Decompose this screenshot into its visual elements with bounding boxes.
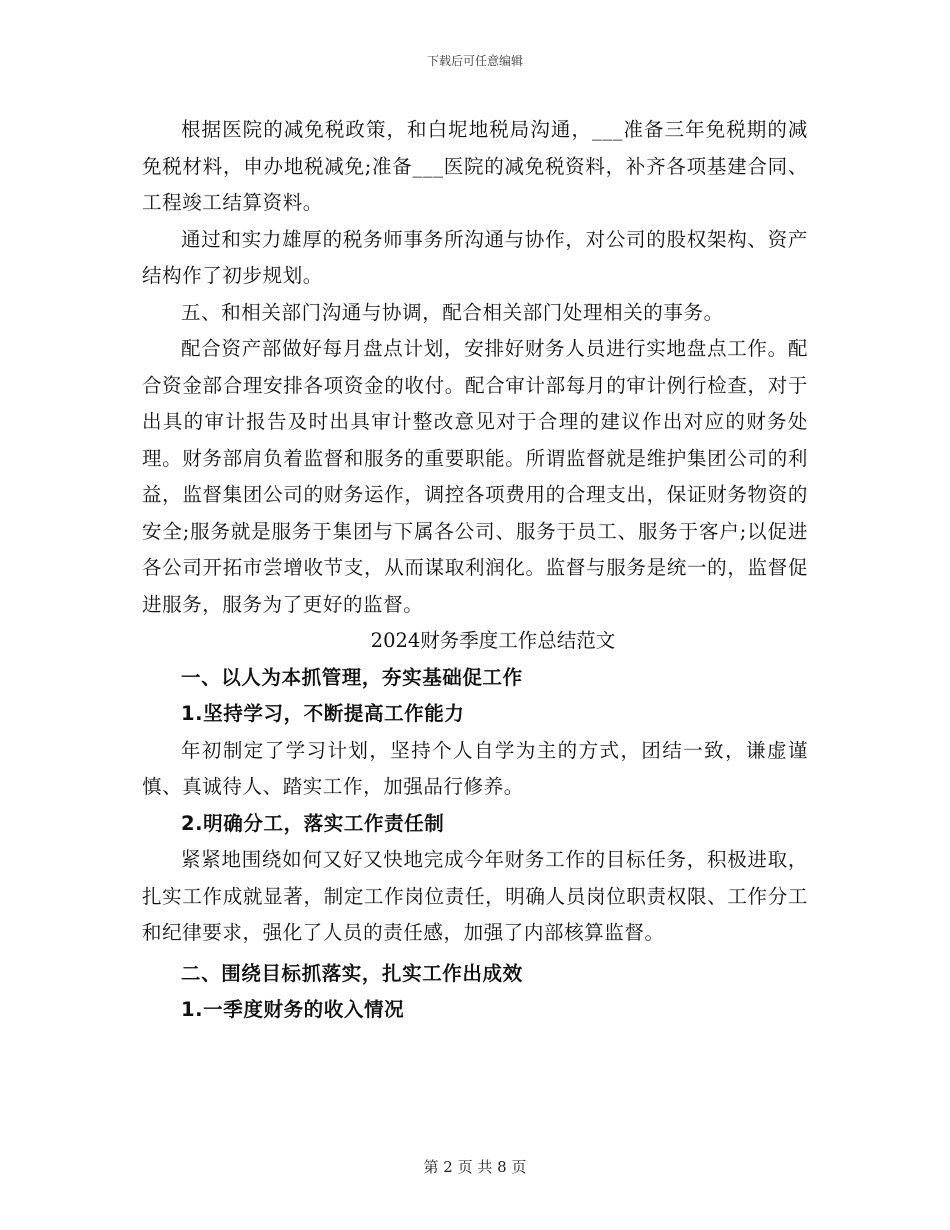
subsection-heading-responsibility: 2.明确分工，落实工作责任制 (181, 811, 445, 835)
document-title: 2024财务季度工作总结范文 (370, 629, 616, 652)
paragraph-responsibility: 紧紧地围绕如何又好又快地完成今年财务工作的目标任务，积极进取，扎实工作成就显著，制定工作岗位责任，明确人员岗位职责权限、工作分工和纪律要求，强化了人员的责任感，加强了内部核算监督。 (142, 848, 808, 944)
page-number: 第 2 页 共 8 页 (423, 1158, 527, 1176)
subsection-heading-study: 1.坚持学习，不断提高工作能力 (181, 702, 465, 725)
section-heading-two: 二、围绕目标抓落实，扎实工作出成效 (181, 961, 523, 985)
document-body (142, 112, 808, 1029)
section-heading-one: 一、以人为本抓管理，夯实基础促工作 (181, 665, 523, 689)
paragraph-tax-reduction: 根据医院的减免税政策，和白坭地税局沟通，___准备三年免税期的减免税材料，申办地税减免;准备___医院的减免税资料，补齐各项基建合同、工程竣工结算资料。 (142, 118, 808, 214)
paragraph-department-coordination: 配合资产部做好每月盘点计划，安排好财务人员进行实地盘点工作。配合资金部合理安排各项资金的收付。配合审计部每月的审计例行检查，对于出具的审计报告及时出具审计整改意见对于合理的建议作出对应的财务处理。财务部肩负着监督和服务的重要职能。所谓监督就是维护集团公司的利益，监督集团公司的财务运作，调控各项费用的合理支出，保证财务物资的安全;服务就是服务于集团与下属各公司、服务于员工、服务于客户;以促进各公司开拓市尝增收节支，从而谋取利润化。监督与服务是统一的，监督促进服务，服务为了更好的监督。 (142, 337, 808, 616)
paragraph-tax-firm: 通过和实力雄厚的税务师事务所沟通与协作，对公司的股权架构、资产结构作了初步规划。 (142, 227, 808, 287)
header-note: 下载后可任意编辑 (426, 54, 523, 68)
subsection-heading-income: 1.一季度财务的收入情况 (181, 998, 405, 1021)
paragraph-study-plan: 年初制定了学习计划，坚持个人自学为主的方式，团结一致，谦虚谨慎、真诚待人、踏实工作，加强品行修养。 (142, 738, 808, 798)
paragraph-section-five: 五、和相关部门沟通与协调，配合相关部门处理相关的事务。 (181, 300, 724, 324)
